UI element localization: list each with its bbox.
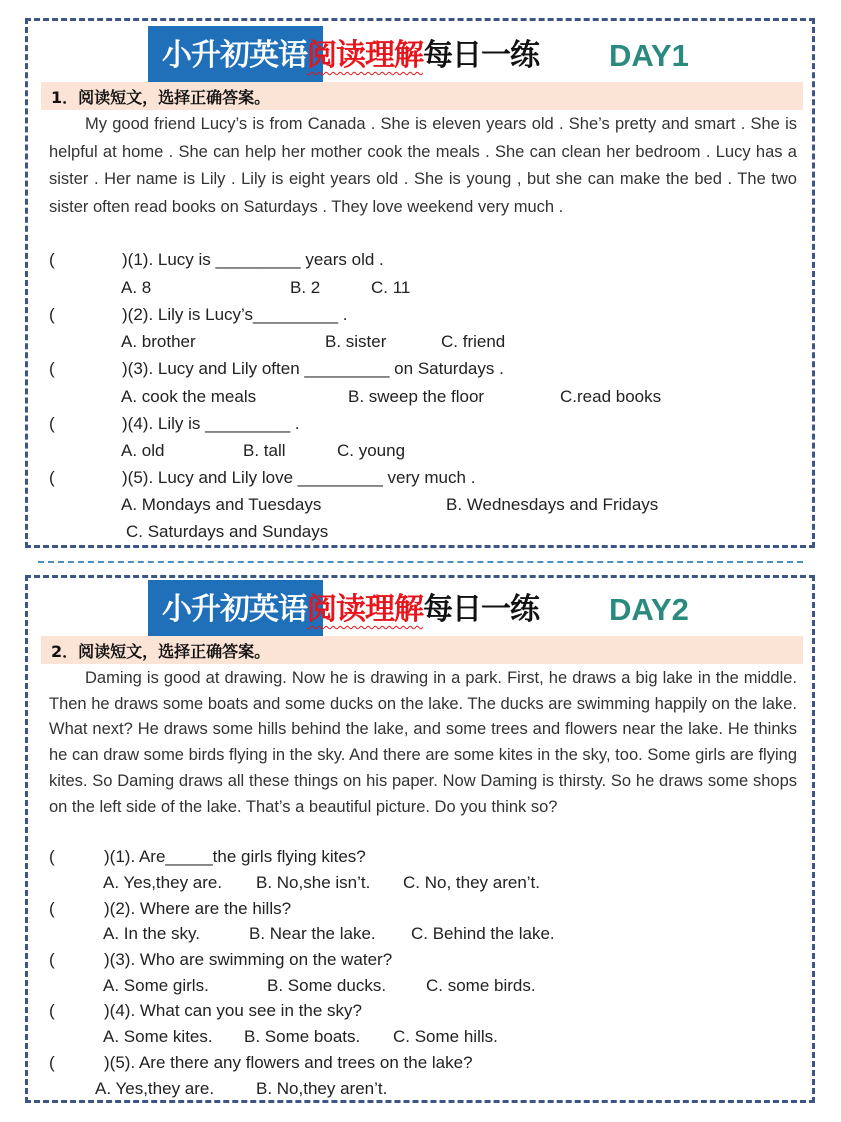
question-3 — [49, 950, 393, 970]
instruction-text: 2．阅读短文，选择正确答案。 — [51, 642, 271, 661]
option-a: A. Yes,they are. — [103, 873, 223, 892]
option-b: B. sweep the floor — [348, 387, 485, 406]
day2-panel — [25, 575, 815, 1103]
day1-panel — [25, 18, 815, 548]
reading-passage — [49, 666, 797, 820]
title-part-black: 每日一练 — [423, 38, 539, 73]
question-stem: )(3). Who are swimming on the water? — [104, 950, 393, 969]
question-5 — [49, 468, 476, 488]
option-a: A. brother — [121, 332, 196, 351]
option-c: C. young — [337, 441, 406, 460]
option-b: B. sister — [325, 332, 387, 351]
option-a: A. Some girls. — [103, 976, 209, 995]
day-label: DAY1 — [609, 38, 689, 73]
option-c: C. Behind the lake. — [411, 924, 555, 943]
option-a: A. cook the meals — [121, 387, 257, 406]
question-stem: )(2). Where are the hills? — [104, 899, 292, 918]
instruction-bar — [41, 82, 803, 110]
question-stem: )(1). Lucy is _________ years old . — [122, 250, 384, 269]
answer-paren[interactable]: ( — [49, 468, 55, 487]
title-part-blue: 小升初英语 — [162, 592, 307, 627]
question-5 — [49, 1053, 473, 1073]
option-a: A. Yes,they are. — [95, 1079, 215, 1098]
answer-paren[interactable]: ( — [49, 1001, 55, 1020]
question-stem: )(5). Lucy and Lily love _________ very much . — [122, 468, 476, 487]
option-c: C. friend — [441, 332, 506, 351]
answer-paren[interactable]: ( — [49, 359, 55, 378]
dashed-frame-left — [25, 18, 28, 548]
instruction-bar — [41, 636, 803, 664]
question-1 — [49, 847, 366, 867]
title-part-black: 每日一练 — [423, 592, 539, 627]
question-4 — [49, 1001, 362, 1021]
option-b: B. No,she isn’t. — [256, 873, 371, 892]
question-1 — [49, 250, 384, 270]
section-separator — [38, 561, 803, 563]
option-b: B. Wednesdays and Fridays — [446, 495, 659, 514]
option-b: B. 2 — [290, 278, 321, 297]
dashed-frame-right — [812, 575, 815, 1103]
day1-title — [25, 26, 815, 82]
title-part-red: 阅读理解 — [307, 592, 423, 627]
dashed-frame-left — [25, 575, 28, 1103]
option-c: C. Saturdays and Sundays — [126, 522, 329, 541]
option-c: C. some birds. — [426, 976, 536, 995]
question-stem: )(4). What can you see in the sky? — [104, 1001, 362, 1020]
option-a: A. Some kites. — [103, 1027, 213, 1046]
answer-paren[interactable]: ( — [49, 899, 55, 918]
question-2 — [49, 305, 348, 325]
dashed-frame-top — [25, 575, 815, 578]
reading-passage — [49, 111, 797, 221]
option-c: C. Some hills. — [393, 1027, 498, 1046]
dashed-frame-right — [812, 18, 815, 548]
option-a: A. old — [121, 441, 165, 460]
option-b: B. Some boats. — [244, 1027, 361, 1046]
option-c: C. 11 — [371, 278, 411, 297]
answer-paren[interactable]: ( — [49, 847, 55, 866]
question-stem: )(1). Are_____the girls flying kites? — [104, 847, 366, 866]
day-label: DAY2 — [609, 592, 689, 627]
question-2 — [49, 899, 292, 919]
answer-paren[interactable]: ( — [49, 414, 55, 433]
option-a: A. Mondays and Tuesdays — [121, 495, 322, 514]
day2-title — [25, 580, 815, 636]
passage-text: Daming is good at drawing. Now he is drawing in a park. First, he draws a big lake in the middle. Then he draws some boats and some ducks on the lake. The ducks are swimming happily on the lake. What next? He draws some hills behind the lake, and some trees and flowers near the lake. He thinks he can draw some birds flying in the sky. And there are some kites in the sky, too. Some girls are flying kites. So Daming draws all these things on his paper. Now Daming is thirsty. So he draws some shops on the left side of the lake. That’s a beautiful picture. Do you think so? — [49, 669, 797, 816]
question-stem: )(5). Are there any flowers and trees on the lake? — [104, 1053, 473, 1072]
answer-paren[interactable]: ( — [49, 250, 55, 269]
dashed-frame-bottom — [25, 545, 815, 548]
option-c: C. No, they aren’t. — [403, 873, 541, 892]
dashed-frame-top — [25, 18, 815, 21]
option-b: B. Near the lake. — [249, 924, 376, 943]
question-4 — [49, 414, 300, 434]
option-c: C.read books — [560, 387, 662, 406]
answer-paren[interactable]: ( — [49, 305, 55, 324]
option-b: B. Some ducks. — [267, 976, 387, 995]
question-stem: )(2). Lily is Lucy’s_________ . — [122, 305, 348, 324]
question-stem: )(4). Lily is _________ . — [122, 414, 300, 433]
option-b: B. tall — [243, 441, 286, 460]
question-stem: )(3). Lucy and Lily often _________ on Saturdays . — [122, 359, 504, 378]
instruction-text: 1．阅读短文，选择正确答案。 — [51, 88, 271, 107]
option-b: B. No,they aren’t. — [256, 1079, 388, 1098]
answer-paren[interactable]: ( — [49, 950, 55, 969]
option-a: A. 8 — [121, 278, 152, 297]
answer-paren[interactable]: ( — [49, 1053, 55, 1072]
passage-text: My good friend Lucy’s is from Canada . She is eleven years old . She’s pretty and smart . She is helpful at home . She can help her mother cook the meals . She can clean her bedroom . Lucy has a sister . Her name is Lily . Lily is eight years old . She is young , but she can make the bed . The two sister often read books on Saturdays . They love weekend very much . — [49, 115, 797, 216]
title-part-red: 阅读理解 — [307, 38, 423, 73]
title-part-blue: 小升初英语 — [162, 38, 307, 73]
dashed-frame-bottom — [25, 1100, 815, 1103]
option-a: A. In the sky. — [103, 924, 201, 943]
question-3 — [49, 359, 504, 379]
